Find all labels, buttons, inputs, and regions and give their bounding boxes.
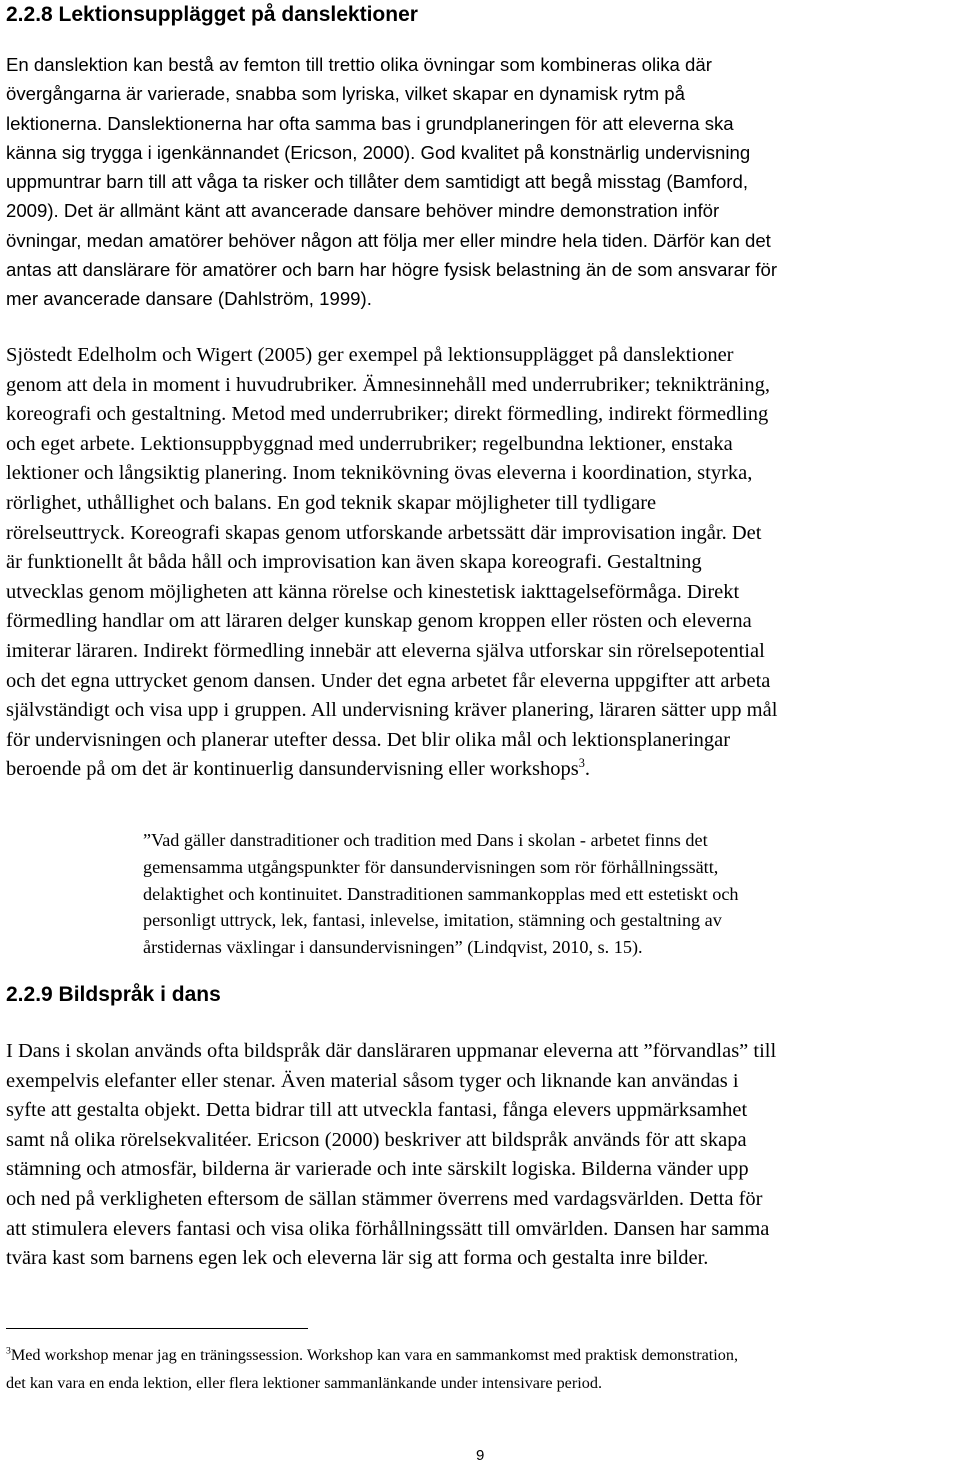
page-number: 9: [476, 1447, 485, 1464]
text-segment: beroende på om det är kontinuerlig dansundervisning eller workshops: [6, 758, 579, 781]
text-line: rörlighet, uthållighet och balans. En god teknik skapar möjligheter till tydligare: [6, 491, 657, 514]
text-line: rörelseuttryck. Koreografi skapas genom utforskande arbetssätt där improvisation ingår. Det: [6, 521, 762, 544]
text-line: utvecklas genom möjligheten att känna rörelse och kinestetisk iakttagelseförmåga. Direkt: [6, 580, 740, 603]
paragraph-lesson-plan-example: [6, 341, 777, 785]
quote-line: gemensamma utgångspunkter för dansundervisningen som rör förhållningssätt,: [143, 856, 719, 877]
text-line: syfte att gestalta objekt. Detta bidrar till att utveckla fantasi, fånga elevers uppmärksamhet: [6, 1099, 748, 1122]
text-line: lektionerna. Danslektionerna har ofta samma bas i grundplaneringen för att eleverna ska: [6, 112, 734, 134]
text-line: att stimulera elevers fantasi och visa olika förhållningssätt till omvärlden. Dansen har samma: [6, 1217, 770, 1240]
footnote: [6, 1342, 738, 1397]
text-line: mer avancerade dansare (Dahlström, 1999).: [6, 288, 372, 310]
footnote-separator: [6, 1328, 308, 1329]
text-line: uppmuntrar barn till att våga ta risker och tillåter dem samtidigt att begå misstag (Bamford,: [6, 171, 749, 193]
section-heading-2-2-9: 2.2.9 Bildspråk i dans: [6, 983, 221, 1006]
text-line: är funktionellt åt båda håll och improvisation kan även skapa koreografi. Gestaltning: [6, 551, 702, 574]
paragraph-lesson-structure: [6, 50, 777, 314]
text-line: koreografi och gestaltning. Metod med underrubriker; direkt förmedling, indirekt förmedling: [6, 403, 769, 426]
footnote-reference[interactable]: 3: [578, 756, 585, 771]
text-line: och det egna uttrycket genom dansen. Under det egna arbetet får eleverna uppgifter att arbeta: [6, 669, 771, 692]
text-line: övningar, medan amatörer behöver någon att följa mer eller mindre hela tiden. Därför kan det: [6, 229, 771, 251]
text-line: och ned på verkligheten eftersom de sällan stämmer överrens med vardagsvärlden. Detta för: [6, 1187, 763, 1210]
sentence-end: .: [584, 758, 590, 781]
text-line: övergångarna är varierade, snabba som lyriska, vilket skapar en dynamisk rytm på: [6, 83, 685, 105]
text-line: antas att danslärare för amatörer och barn har högre fysisk belastning än de som ansvarar för: [6, 259, 778, 281]
text-line: för undervisningen och planerar utefter dessa. Det blir olika mål och lektionsplaneringar: [6, 728, 731, 751]
text-line-last: [6, 755, 777, 785]
footnote-line: [6, 1342, 738, 1370]
text-line: självständigt och visa upp i gruppen. All undervisning kräver planering, läraren sätter upp mål: [6, 699, 778, 722]
text-line: känna sig trygga i igenkännandet (Ericson, 2000). God kvalitet på konstnärlig undervisning: [6, 141, 751, 163]
text-line: exempelvis elefanter eller stenar. Även material såsom tyger och liknande kan användas i: [6, 1069, 739, 1092]
text-line: 2009). Det är allmänt känt att avancerade dansare behöver mindre demonstration inför: [6, 200, 720, 222]
block-quote: [143, 827, 739, 961]
footnote-marker: 3: [6, 1345, 11, 1357]
paragraph-imagery-in-dance: [6, 1037, 776, 1274]
text-line: genom att dela in moment i huvudrubriker. Ämnesinnehåll med underrubriker; teknikträning,: [6, 373, 771, 396]
text-line: och eget arbete. Lektionsuppbyggnad med underrubriker; regelbundna lektioner, enstaka: [6, 432, 733, 455]
quote-line: personligt uttryck, lek, fantasi, inlevelse, imitation, stämning och gestaltning av: [143, 910, 722, 931]
section-heading-2-2-8: 2.2.8 Lektionsupplägget på danslektioner: [6, 3, 418, 26]
text-line: Sjöstedt Edelholm och Wigert (2005) ger exempel på lektionsupplägget på danslektioner: [6, 344, 734, 366]
text-line: förmedling handlar om att läraren delger kunskap genom kroppen eller rösten och eleverna: [6, 610, 752, 633]
footnote-text: Med workshop menar jag en träningssession. Workshop kan vara en sammankomst med praktisk demonstration,: [10, 1346, 739, 1364]
footnote-line: det kan vara en enda lektion, eller flera lektioner sammanlänkande under intensivare period.: [6, 1373, 602, 1392]
text-line: I Dans i skolan används ofta bildspråk där dansläraren uppmanar eleverna att ”förvandlas” till: [6, 1040, 777, 1062]
text-line: lektioner och långsiktig planering. Inom teknikövning övas eleverna i koordination, styrka,: [6, 462, 753, 485]
text-line: stämning och atmosfär, bilderna är varierade och inte särskilt logiska. Bilderna vänder upp: [6, 1158, 749, 1181]
quote-line: delaktighet och kontinuitet. Danstraditionen sammankopplas med ett estetiskt och: [143, 883, 739, 904]
text-line: En danslektion kan bestå av femton till trettio olika övningar som kombineras olika där: [6, 54, 712, 75]
text-line: samt nå olika rörelsekvalitéer. Ericson (2000) beskriver att bildspråk används för att skapa: [6, 1128, 747, 1151]
text-line: imiterar läraren. Indirekt förmedling innebär att eleverna själva utforskar sin rörelsepotential: [6, 639, 765, 662]
quote-line: ”Vad gäller danstraditioner och tradition med Dans i skolan - arbetet finns det: [143, 830, 708, 850]
text-line: tvära kast som barnens egen lek och eleverna lär sig att forma och gestalta inre bilder.: [6, 1247, 709, 1270]
quote-line: årstidernas växlingar i dansundervisningen” (Lindqvist, 2010, s. 15).: [143, 937, 643, 958]
